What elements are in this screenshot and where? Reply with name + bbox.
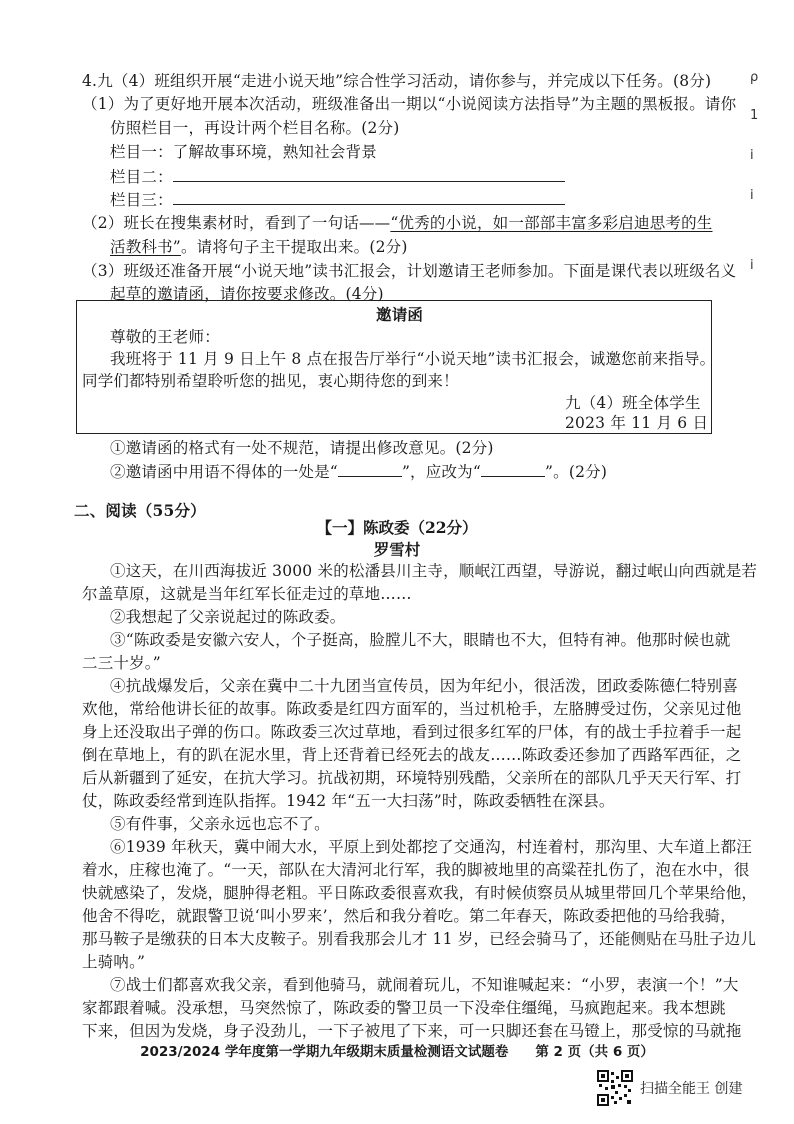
passage-line: 家都跟着喊。没承想，马突然惊了，陈政委的警卫员一下没牵住缰绳，马疯跑起来。我本想跳 — [82, 999, 726, 1017]
edge-mark: ⅰ — [750, 188, 754, 203]
letter-title: 邀请函 — [376, 305, 424, 324]
passage-line: ⑦战士们都喜欢我父亲，看到他骑马，就闹着玩儿，不知谁喊起来：“小罗，表演一个！”大 — [110, 976, 739, 994]
passage-line: 下来，但因为发烧，身子没劲儿，一下子被甩了下来，可一只脚还套在马镫上，那受惊的马就拖 — [82, 1022, 742, 1040]
reading-part-title: 【一】陈政委（22分） — [316, 518, 478, 537]
q4-p2-quote-part2: 活教科书” — [110, 238, 181, 256]
passage-line: 倒在草地上，有的趴在泥水里，背上还背着已经死去的战友……陈政委还参加了西路军西征，之 — [82, 746, 742, 764]
passage-line: ②我想起了父亲说起过的陈政委。 — [110, 608, 346, 626]
passage-line: ⑥1939 年秋天，冀中闹大水，平原上到处都挖了交通沟，村连着村，那沟里、大车道上都汪 — [110, 838, 752, 856]
passage-line: 那马鞍子是缴获的日本大皮鞍子。别看我那会儿才 11 岁，已经会骑马了，还能侧贴在马肚子边儿 — [82, 930, 757, 948]
letter-date: 2023 年 11 月 6 日 — [565, 414, 709, 432]
letter-body-line1: 我班将于 11 月 9 日上午 8 点在报告厅举行“小说天地”读书汇报会，诚邀您前来指导。 — [110, 350, 716, 368]
q4-p3-line1: （3）班级还准备开展“小说天地”读书汇报会，计划邀请王老师参加。下面是课代表以班级名义 — [82, 262, 737, 280]
q4-p2-line2 — [110, 236, 408, 258]
passage-line: 二三十岁。” — [82, 654, 161, 672]
edge-mark: ⅰ — [750, 148, 754, 163]
column-two-label: 栏目二： — [110, 168, 173, 186]
q4-p2-line1 — [82, 212, 713, 234]
passage-line: ⑤有件事，父亲永远也忘不了。 — [110, 815, 330, 833]
q4-sub2-prefix: ②邀请函中用语不得体的一处是“ — [110, 463, 338, 481]
passage-line: 后从新疆到了延安，在抗大学习。抗战初期，环境特别残酷，父亲所在的部队几乎天天行军、打 — [82, 769, 742, 787]
passage-line: 欢他，常给他讲长征的故事。陈政委是红四方面军的，当过机枪手，左胳膊受过伤，父亲见过他 — [82, 700, 742, 718]
q4-p1-line2: 仿照栏目一，再设计两个栏目名称。(2分) — [110, 119, 400, 137]
page-footer: 2023/2024 学年度第一学期九年级期末质量检测语文试题卷 第 2 页（共 6 页） — [140, 1044, 654, 1060]
passage-line: ③“陈政委是安徽六安人，个子挺高，脸膛儿不大，眼睛也不大，但特有神。他那时候也就 — [110, 631, 731, 649]
q4-p1-line1: （1）为了更好地开展本次活动，班级准备出一期以“小说阅读方法指导”为主题的黑板报。请你 — [82, 95, 737, 113]
letter-body-line2: 同学们都特别希望聆听您的拙见，衷心期待您的到来！ — [82, 372, 459, 390]
q4-p2-quote-part1: “优秀的小说，如一部部丰富多彩启迪思考的生 — [390, 214, 713, 232]
q4-sub2 — [110, 460, 607, 483]
qr-code-icon — [597, 1070, 633, 1106]
reading-section-header: 二、阅读（55分） — [74, 501, 206, 520]
passage-line: 尔盖草原，这就是当年红军长征走过的草地…… — [82, 585, 412, 603]
q4-p2-prefix: （2）班长在搜集素材时，看到了一句话—— — [82, 214, 391, 232]
sub2-blank-revised[interactable] — [481, 460, 545, 477]
letter-salutation: 尊敬的王老师： — [110, 328, 220, 346]
scanner-watermark: 扫描全能王 创建 — [640, 1081, 743, 1097]
passage-line: 身上还没取出子弹的伤口。陈政委三次过草地，看到过很多红军的尸体，有的战士手拉着手一起 — [82, 723, 742, 741]
column-three-blank[interactable] — [173, 188, 565, 205]
q4-p3-line2: 起草的邀请函，请你按要求修改。(4分) — [110, 285, 384, 303]
q4-sub2-suffix: ”。(2分) — [545, 463, 608, 481]
sub2-blank-original[interactable] — [338, 460, 402, 477]
passage-line: 快就感染了，发烧，腿肿得老粗。平日陈政委很喜欢我，有时候侦察员从城里带回几个苹果给他， — [82, 884, 758, 902]
reading-author: 罗雪村 — [373, 540, 421, 559]
q4-column-two — [110, 165, 565, 188]
q4-p2-suffix: 。请将句子主干提取出来。(2分) — [180, 238, 408, 256]
passage-line: 仗，陈政委经常到连队指挥。1942 年“五一大扫荡”时，陈政委牺牲在深县。 — [82, 792, 615, 810]
passage-line: 上骑呐。” — [82, 953, 146, 971]
q4-sub2-middle: ”，应改为“ — [401, 463, 481, 481]
column-two-blank[interactable] — [173, 165, 565, 182]
letter-signer: 九（4）班全体学生 — [565, 394, 701, 412]
edge-mark: 1 — [750, 108, 759, 123]
q4-column-three — [110, 188, 565, 211]
passage-line: ④抗战爆发后，父亲在冀中二十九团当宣传员，因为年纪小，很活泼，团政委陈德仁特别喜 — [110, 677, 739, 695]
q4-stem: 4.九（4）班组织开展“走进小说天地”综合性学习活动，请你参与，并完成以下任务。(8分) — [82, 72, 712, 90]
passage-line: 着水，庄稼也淹了。“一天，部队在大清河北行军，我的脚被地里的高粱茬扎伤了，泡在水中，很 — [82, 861, 750, 879]
edge-mark: ρ — [750, 70, 759, 85]
q4-sub1: ①邀请函的格式有一处不规范，请提出修改意见。(2分) — [110, 439, 494, 457]
passage-line: ①这天，在川西海拔近 3000 米的松潘县川主寺，顺岷江西望，导游说，翻过岷山向西就是若 — [110, 562, 758, 580]
q4-column-one: 栏目一：了解故事环境，熟知社会背景 — [110, 143, 377, 161]
passage-line: 他舍不得吃，就跟警卫说‘叫小罗来’，然后和我分着吃。第二年春天，陈政委把他的马给我骑， — [82, 907, 736, 925]
column-three-label: 栏目三： — [110, 191, 173, 209]
edge-mark: ⅰ — [750, 258, 754, 273]
